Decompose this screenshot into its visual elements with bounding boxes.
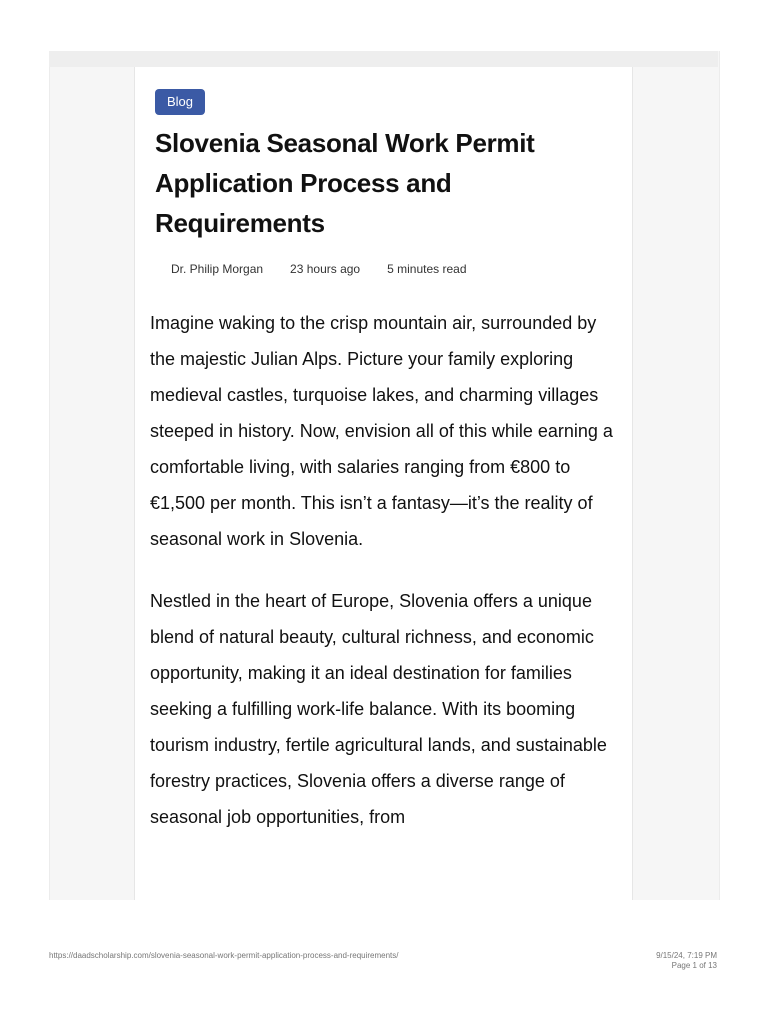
article-card: [134, 67, 633, 900]
article-meta: [171, 262, 467, 276]
article-title: Slovenia Seasonal Work Permit Application Process and Requirements: [155, 128, 535, 238]
print-footer-url: https://daadscholarship.com/slovenia-seasonal-work-permit-application-process-and-requirements/: [49, 951, 399, 960]
print-footer-info: [656, 951, 717, 971]
article-paragraph: Nestled in the heart of Europe, Slovenia offers a unique blend of natural beauty, cultural richness, and economic opportunity, making it an ideal destination for families seeking a fulfilling work-life balance. With its booming tourism industry, fertile agricultural lands, and sustainable forestry practices, Slovenia offers a diverse range of seasonal job opportunities, from: [150, 591, 607, 827]
page-number: Page 1 of 13: [671, 961, 717, 970]
print-datetime: 9/15/24, 7:19 PM: [656, 951, 717, 960]
post-time: 23 hours ago: [290, 262, 361, 276]
read-time: 5 minutes read: [387, 262, 467, 276]
category-badge[interactable]: Blog: [155, 89, 205, 115]
author-name[interactable]: Dr. Philip Morgan: [171, 262, 264, 276]
top-strip: [49, 51, 718, 67]
article-paragraph: Imagine waking to the crisp mountain air, surrounded by the majestic Julian Alps. Picture your family exploring medieval castles, turquoise lakes, and charming villages steeped in history. Now, envision all of this while earning a comfortable living, with salaries ranging from €800 to €1,500 per month. This isn’t a fantasy—it’s the reality of seasonal work in Slovenia.: [150, 313, 613, 549]
article-content: [150, 305, 625, 861]
